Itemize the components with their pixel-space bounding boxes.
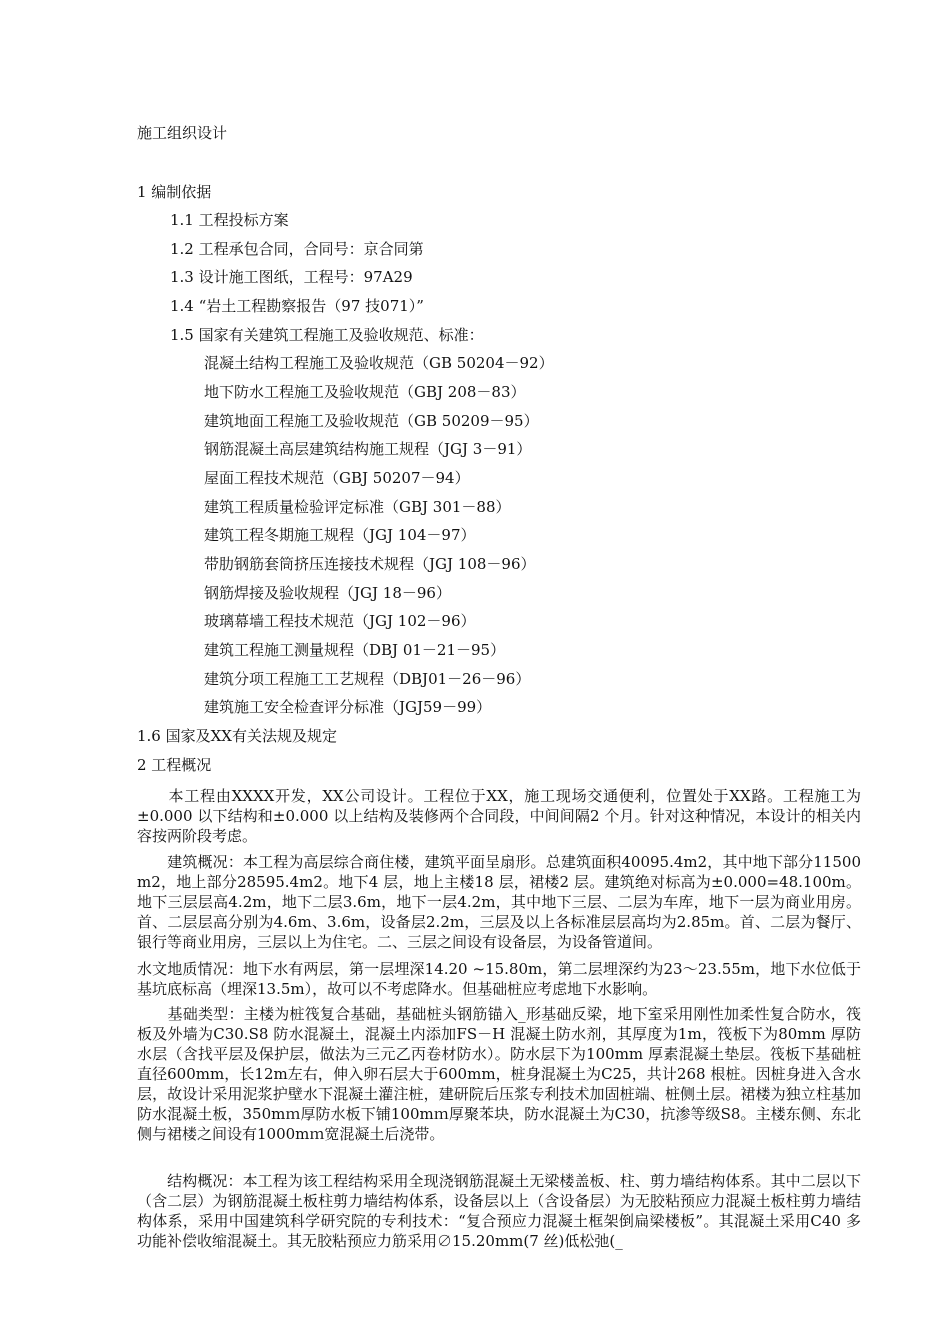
standard-item: 钢筋混凝土高层建筑结构施工规程（JGJ 3－91） [204,440,532,458]
paragraph-architecture: 建筑概况：本工程为高层综合商住楼，建筑平面呈扇形。总建筑面积40095.4m2，其中地下部分11500 m2，地上部分28595.4m2。地下4 层，地上主楼18 层，裙楼2 层。建筑绝对标高为±0.000=48.100m。地下三层层高4.2m，地下二层3.6m，地下一层4.2m，其中地下三层、二层为车库，地下一层为商业用房。首、二层层高分别为4.6m、3.6m，设备层2.2m，三层及以上各标准层层高均为2.85m。首、二层为餐厅、银行等商业用房，三层以上为住宅。二、三层之间设有设备层，为设备管道间。 [137,853,861,951]
standard-item: 建筑工程质量检验评定标准（GBJ 301－88） [204,498,511,516]
standard-item: 建筑分项工程施工工艺规程（DBJ01－26－96） [204,670,531,688]
standard-item: 屋面工程技术规范（GBJ 50207－94） [204,469,470,487]
standard-item: 地下防水工程施工及验收规范（GBJ 208－83） [204,383,526,401]
document-title: 施工组织设计 [137,124,228,142]
paragraph-foundation: 基础类型：主楼为桩筏复合基础，基础桩头钢筋锚入_形基础反梁，地下室采用刚性加柔性复合防水，筏板及外墙为C30.S8 防水混凝土，混凝土内添加FS－H 混凝土防水剂，其厚度为1m，筏板下为80mm 厚防水层（含找平层及保护层，做法为三元乙丙卷材防水）。防水层下为100mm 厚素混凝土垫层。筏板下基础桩直径600mm，长12m左右，伸入卵石层大于600mm，桩身混凝土为C25，共计268 根桩。因桩身进入含水层，故设计采用泥浆护壁水下混凝土灌注桩，建研院后压浆专利技术加固桩端、桩侧土层。裙楼为独立柱基加防水混凝土板，350mｍ厚防水板下铺100mｍ厚聚苯块，防水混凝土为C30，抗渗等级S8。主楼东侧、东北侧与裙楼之间设有1000mｍ宽混凝土后浇带。 [137,1005,861,1143]
section-1-heading: 1 编制依据 [137,183,212,201]
section-2-heading: 2 工程概况 [137,756,212,774]
list-item-1-2: 1.2 工程承包合同，合同号：京合同第 [170,240,424,258]
list-item-1-3: 1.3 设计施工图纸，工程号：97A29 [170,268,413,286]
standard-item: 玻璃幕墙工程技术规范（JGJ 102－96） [204,612,476,630]
standard-item: 混凝土结构工程施工及验收规范（GB 50204－92） [204,354,554,372]
paragraph-structure: 结构概况：本工程为该工程结构采用全现浇钢筋混凝土无梁楼盖板、柱、剪力墙结构体系。其中二层以下（含二层）为钢筋混凝土板柱剪力墙结构体系，设备层以上（含设备层）为无胶粘预应力混凝土板柱剪力墙结构体系，采用中国建筑科学研究院的专利技术：“复合预应力混凝土框架倒扁梁楼板”。其混凝土采用C40 多功能补偿收缩混凝土。其无胶粘预应力筋采用∅15.20mm(7 丝)低松弛(_ [137,1172,861,1250]
standard-item: 建筑工程施工测量规程（DBJ 01－21－95） [204,641,506,659]
list-item-1-1: 1.1 工程投标方案 [170,211,289,229]
list-item-1-6: 1.6 国家及XX有关法规及规定 [137,727,337,745]
standard-item: 钢筋焊接及验收规程（JGJ 18－96） [204,584,451,602]
standard-item: 建筑施工安全检查评分标准（JGJ59－99） [204,698,492,716]
standard-item: 建筑地面工程施工及验收规范（GB 50209－95） [204,412,539,430]
list-item-1-4: 1.4 “岩土工程勘察报告（97 技071）” [170,297,424,315]
paragraph-hydrogeology: 水文地质情况：地下水有两层，第一层埋深14.20 ~15.80m，第二层埋深约为23～23.55m，地下水位低于基坑底标高（埋深13.5m），故可以不考虑降水。但基础桩应考虑地下水影响。 [137,960,861,998]
standard-item: 建筑工程冬期施工规程（JGJ 104－97） [204,526,476,544]
standard-item: 带肋钢筋套筒挤压连接技术规程（JGJ 108－96） [204,555,536,573]
list-item-1-5: 1.5 国家有关建筑工程施工及验收规范、标准： [170,326,484,344]
paragraph-overview: 本工程由XXXX开发，XX公司设计。工程位于XX，施工现场交通便利，位置处于XX路。工程施工为±0.000 以下结构和±0.000 以上结构及装修两个合同段，中间间隔2 个月。针对这种情况，本设计的相关内容按两阶段考虑。 [137,787,861,845]
